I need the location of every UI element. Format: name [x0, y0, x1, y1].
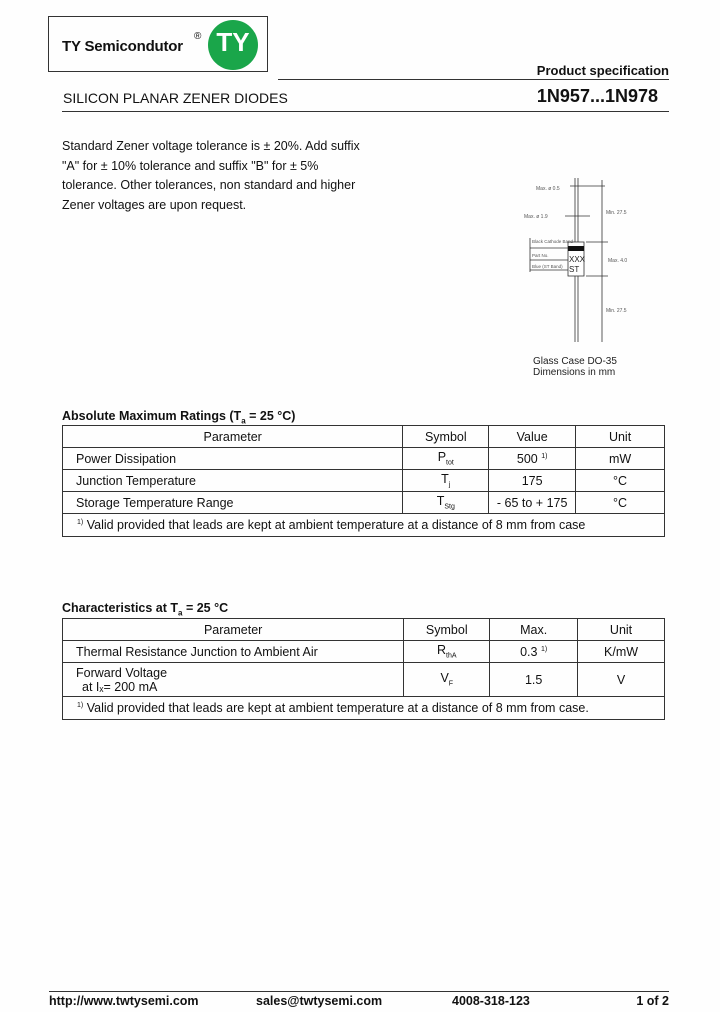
symbol-sub: thA	[446, 652, 457, 660]
unit-cell: K/mW	[578, 641, 665, 663]
abs-max-title-sub: a	[241, 416, 246, 426]
symbol-cell	[403, 448, 489, 470]
marking-bottom: ST	[569, 265, 580, 274]
note-row	[63, 514, 665, 537]
header-cell: Parameter	[63, 619, 404, 641]
param-cell: Power Dissipation	[63, 448, 403, 470]
intro-line: Zener voltages are upon request.	[62, 197, 247, 212]
header-cell: Max.	[490, 619, 578, 641]
symbol: R	[436, 643, 447, 658]
value-cell: - 65 to + 175	[489, 492, 576, 514]
symbol: P	[437, 450, 447, 465]
header-cell: Unit	[576, 426, 665, 448]
table-row	[63, 663, 665, 697]
symbol-sub: j	[448, 481, 451, 489]
abs-max-title-text: Absolute Maximum Ratings (T	[62, 409, 242, 423]
case-label: Glass Case DO-35	[533, 356, 617, 367]
abs-max-table	[62, 425, 665, 537]
char-title-text: Characteristics at T	[62, 601, 179, 615]
symbol-sub: tot	[446, 459, 454, 467]
logo-letters: TY	[216, 27, 250, 57]
note-text: Valid provided that leads are kept at ambient temperature at a distance of 8 mm from case.	[83, 701, 589, 715]
note-mark: 1)	[77, 518, 84, 526]
param-cell: Storage Temperature Range	[63, 492, 403, 514]
note-cell	[63, 514, 665, 537]
footer-rule	[49, 991, 669, 992]
table-row	[63, 470, 665, 492]
dim-lead-bottom: Min. 27.5	[606, 308, 627, 314]
value-note: 1)	[541, 452, 548, 460]
value-cell: 1.5	[490, 663, 578, 697]
dim-body-dia: Max. ø 1.9	[524, 214, 548, 220]
header-cell: Parameter	[63, 426, 403, 448]
footer-phone: 4008-318-123	[452, 994, 530, 1008]
symbol-cell	[403, 492, 489, 514]
table-header-row	[63, 426, 665, 448]
note-row	[63, 697, 665, 720]
char-title-end: = 25 °C	[182, 601, 229, 615]
symbol: T	[436, 494, 445, 509]
registered-mark: ®	[194, 31, 202, 42]
char-title	[62, 601, 228, 618]
unit-cell: °C	[576, 492, 665, 514]
header-cell: Value	[489, 426, 576, 448]
intro-line: "A" for ± 10% tolerance and suffix "B" for ± 5%	[62, 158, 319, 173]
note-text: Valid provided that leads are kept at ambient temperature at a distance of 8 mm from case	[83, 518, 586, 532]
package-diagram	[520, 172, 640, 347]
symbol-cell	[404, 663, 490, 697]
marking-top: XXX	[569, 255, 586, 264]
header-rule	[278, 79, 669, 80]
value: 500	[516, 451, 538, 466]
value-cell: 175	[489, 470, 576, 492]
part-range: 1N957...1N978	[536, 86, 658, 106]
footer-website[interactable]: http://www.twtysemi.com	[49, 994, 199, 1008]
param-cell: Thermal Resistance Junction to Ambient Air	[63, 641, 404, 663]
value-cell	[490, 641, 578, 663]
footer-page: 1 of 2	[636, 994, 669, 1008]
table-row	[63, 641, 665, 663]
legend-blue: Blue (ST Band)	[532, 264, 563, 269]
symbol-sub: F	[448, 680, 454, 688]
header-cell: Unit	[578, 619, 665, 641]
char-table	[62, 618, 665, 720]
note-cell	[63, 697, 665, 720]
page-title: SILICON PLANAR ZENER DIODES	[63, 90, 288, 106]
abs-max-title	[62, 409, 295, 426]
footer-email[interactable]: sales@twtysemi.com	[256, 994, 383, 1008]
table-row	[63, 492, 665, 514]
param-line: Forward Voltage	[76, 665, 168, 680]
symbol-cell	[404, 641, 490, 663]
param-cell	[63, 663, 404, 697]
symbol: T	[441, 472, 449, 487]
dim-lead-top: Min. 27.5	[606, 210, 627, 216]
symbol: V	[440, 671, 449, 686]
value-note: 1)	[540, 645, 548, 653]
table-header-row	[63, 619, 665, 641]
symbol-sub: Stg	[444, 503, 455, 511]
title-rule	[62, 111, 669, 112]
doc-type: Product specification	[536, 63, 669, 78]
param-cell: Junction Temperature	[63, 470, 403, 492]
dim-lead-dia: Max. ø 0.5	[536, 186, 560, 192]
intro-line: Standard Zener voltage tolerance is ± 20%. Add suffix	[62, 139, 360, 153]
units-label: Dimensions in mm	[533, 367, 616, 378]
company-name: TY Semicondutor	[62, 38, 183, 55]
unit-cell: mW	[576, 448, 665, 470]
abs-max-title-end: = 25 °C)	[245, 409, 296, 423]
symbol-cell	[403, 470, 489, 492]
intro-text	[62, 137, 372, 215]
header-cell: Symbol	[404, 619, 490, 641]
note-mark: 1)	[77, 701, 84, 709]
legend-part: Part No.	[532, 253, 549, 258]
value-cell	[489, 448, 576, 470]
dim-body-len: Max. 4.0	[608, 258, 628, 264]
header-cell: Symbol	[403, 426, 489, 448]
char-title-sub: a	[178, 608, 183, 618]
legend-cathode: Black Cathode Band	[532, 239, 574, 244]
value: 0.3	[520, 644, 538, 659]
cathode-band	[568, 246, 584, 251]
table-row	[63, 448, 665, 470]
unit-cell: °C	[576, 470, 665, 492]
intro-line: tolerance. Other tolerances, non standard and higher	[62, 178, 356, 192]
unit-cell: V	[578, 663, 665, 697]
param-line-2: at Iₓ= 200 mA	[82, 679, 158, 694]
